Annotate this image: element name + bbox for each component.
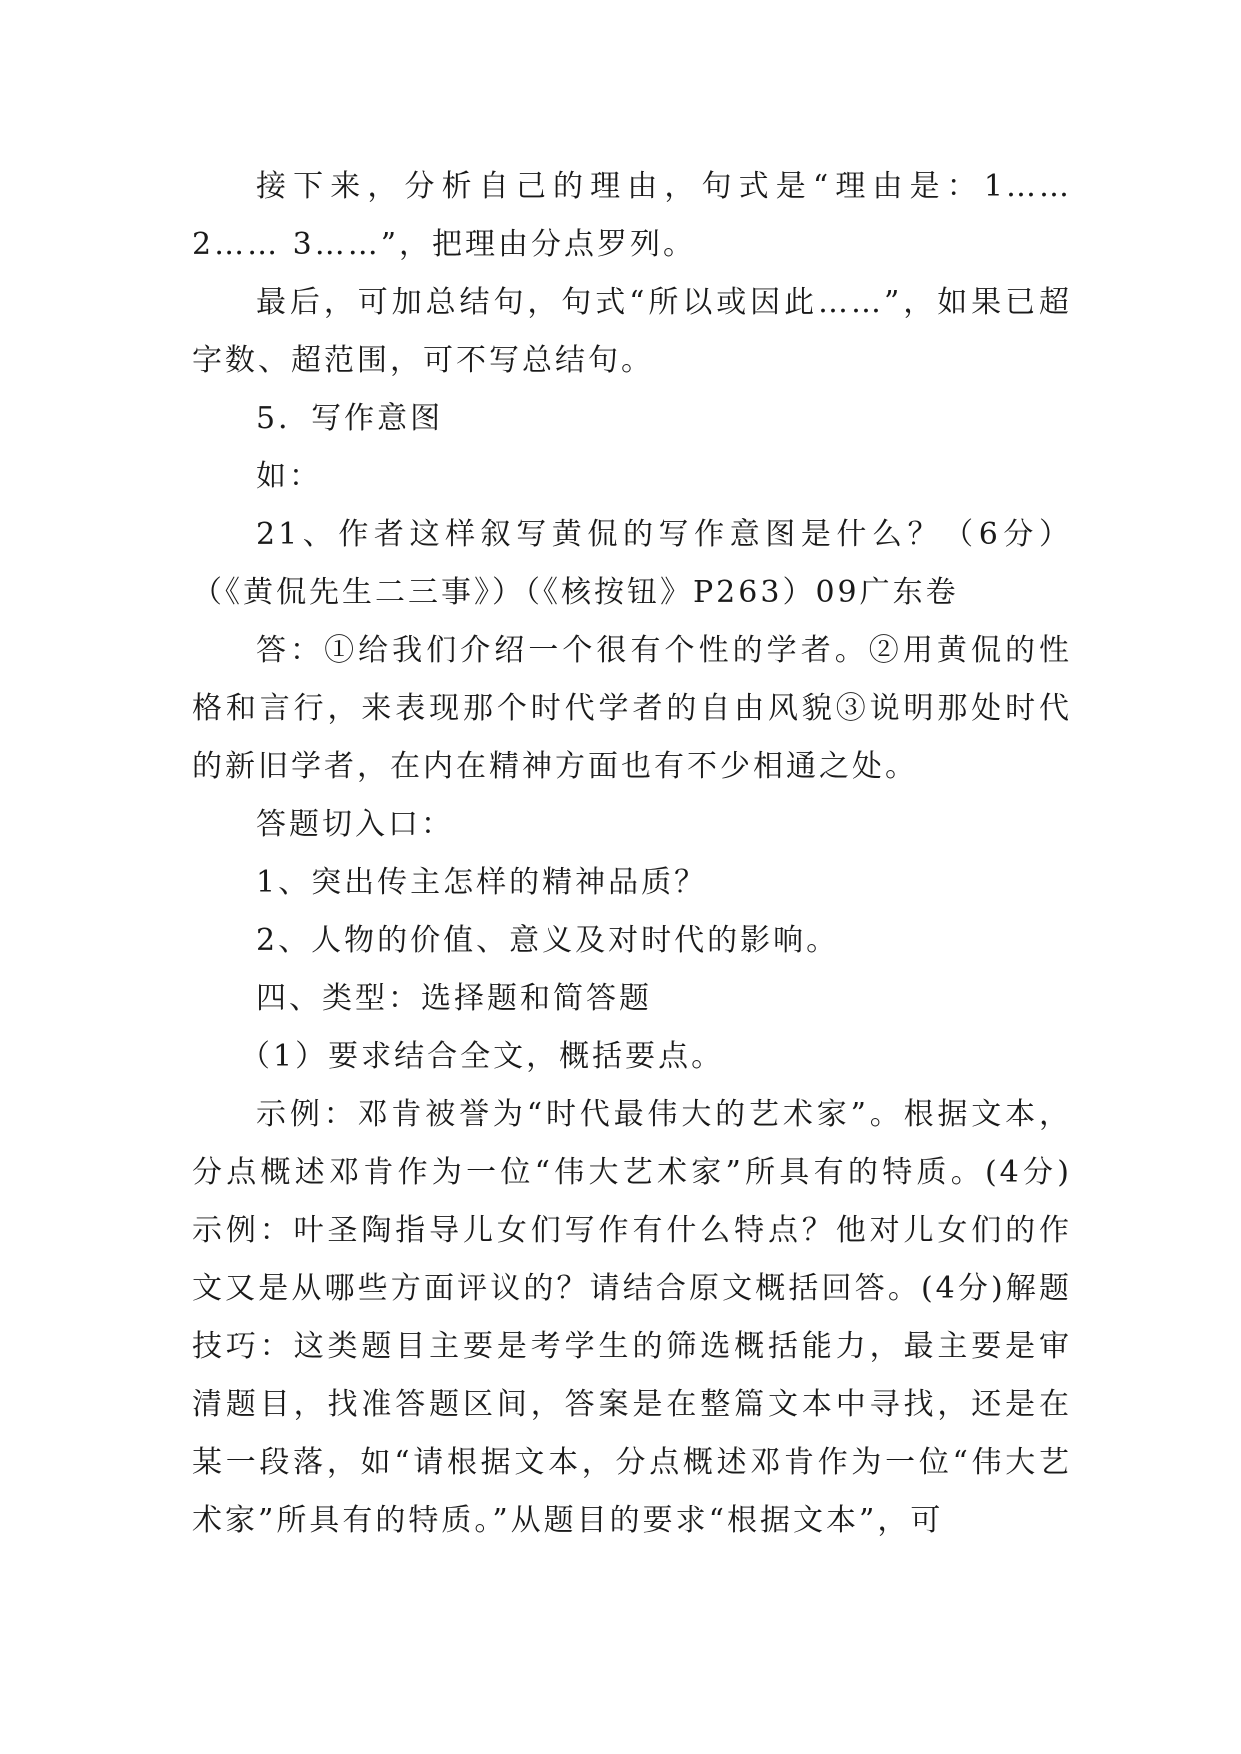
question-21: 21、作者这样叙写黄侃的写作意图是什么？（6分）（《黄侃先生二三事》）（《核按钮》P263）09广东卷 xyxy=(192,517,1072,610)
paragraph-reasons: 接下来，分析自己的理由，句式是“理由是：1…… 2…… 3……”，把理由分点罗列。 xyxy=(192,169,1072,262)
paragraph-example-label: 如： xyxy=(256,459,322,494)
paragraph-summary-sentence: 最后，可加总结句，句式“所以或因此……”，如果已超字数、超范围，可不写总结句。 xyxy=(192,285,1072,378)
document-body xyxy=(192,158,1072,1550)
section-heading-types: 四、类型：选择题和简答题 xyxy=(256,981,652,1016)
type-1-heading: （1）要求结合全文，概括要点。 xyxy=(240,1039,725,1074)
entry-point-1: 1、突出传主怎样的精神品质？ xyxy=(256,865,708,900)
entry-point-2: 2、人物的价值、意义及对时代的影响。 xyxy=(256,923,840,958)
paragraph-examples-and-tips: 示例：邓肯被誉为“时代最伟大的艺术家”。根据文本，分点概述邓肯作为一位“伟大艺术家”所具有的特质。(4分)示例：叶圣陶指导儿女们写作有什么特点？他对儿女们的作文又是从哪些方面评议的？请结合原文概括回答。(4分)解题技巧：这类题目主要是考学生的筛选概括能力，最主要是审清题目，找准答题区间，答案是在整篇文本中寻找，还是在某一段落，如“请根据文本，分点概述邓肯作为一位“伟大艺术家”所具有的特质。”从题目的要求“根据文本”，可 xyxy=(192,1097,1072,1538)
answer-entry-heading: 答题切入口： xyxy=(256,807,454,842)
section-heading-writing-intent: 5．写作意图 xyxy=(256,401,444,436)
answer-21: 答：①给我们介绍一个很有个性的学者。②用黄侃的性格和言行，来表现那个时代学者的自由风貌③说明那处时代的新旧学者，在内在精神方面也有不少相通之处。 xyxy=(192,633,1072,784)
